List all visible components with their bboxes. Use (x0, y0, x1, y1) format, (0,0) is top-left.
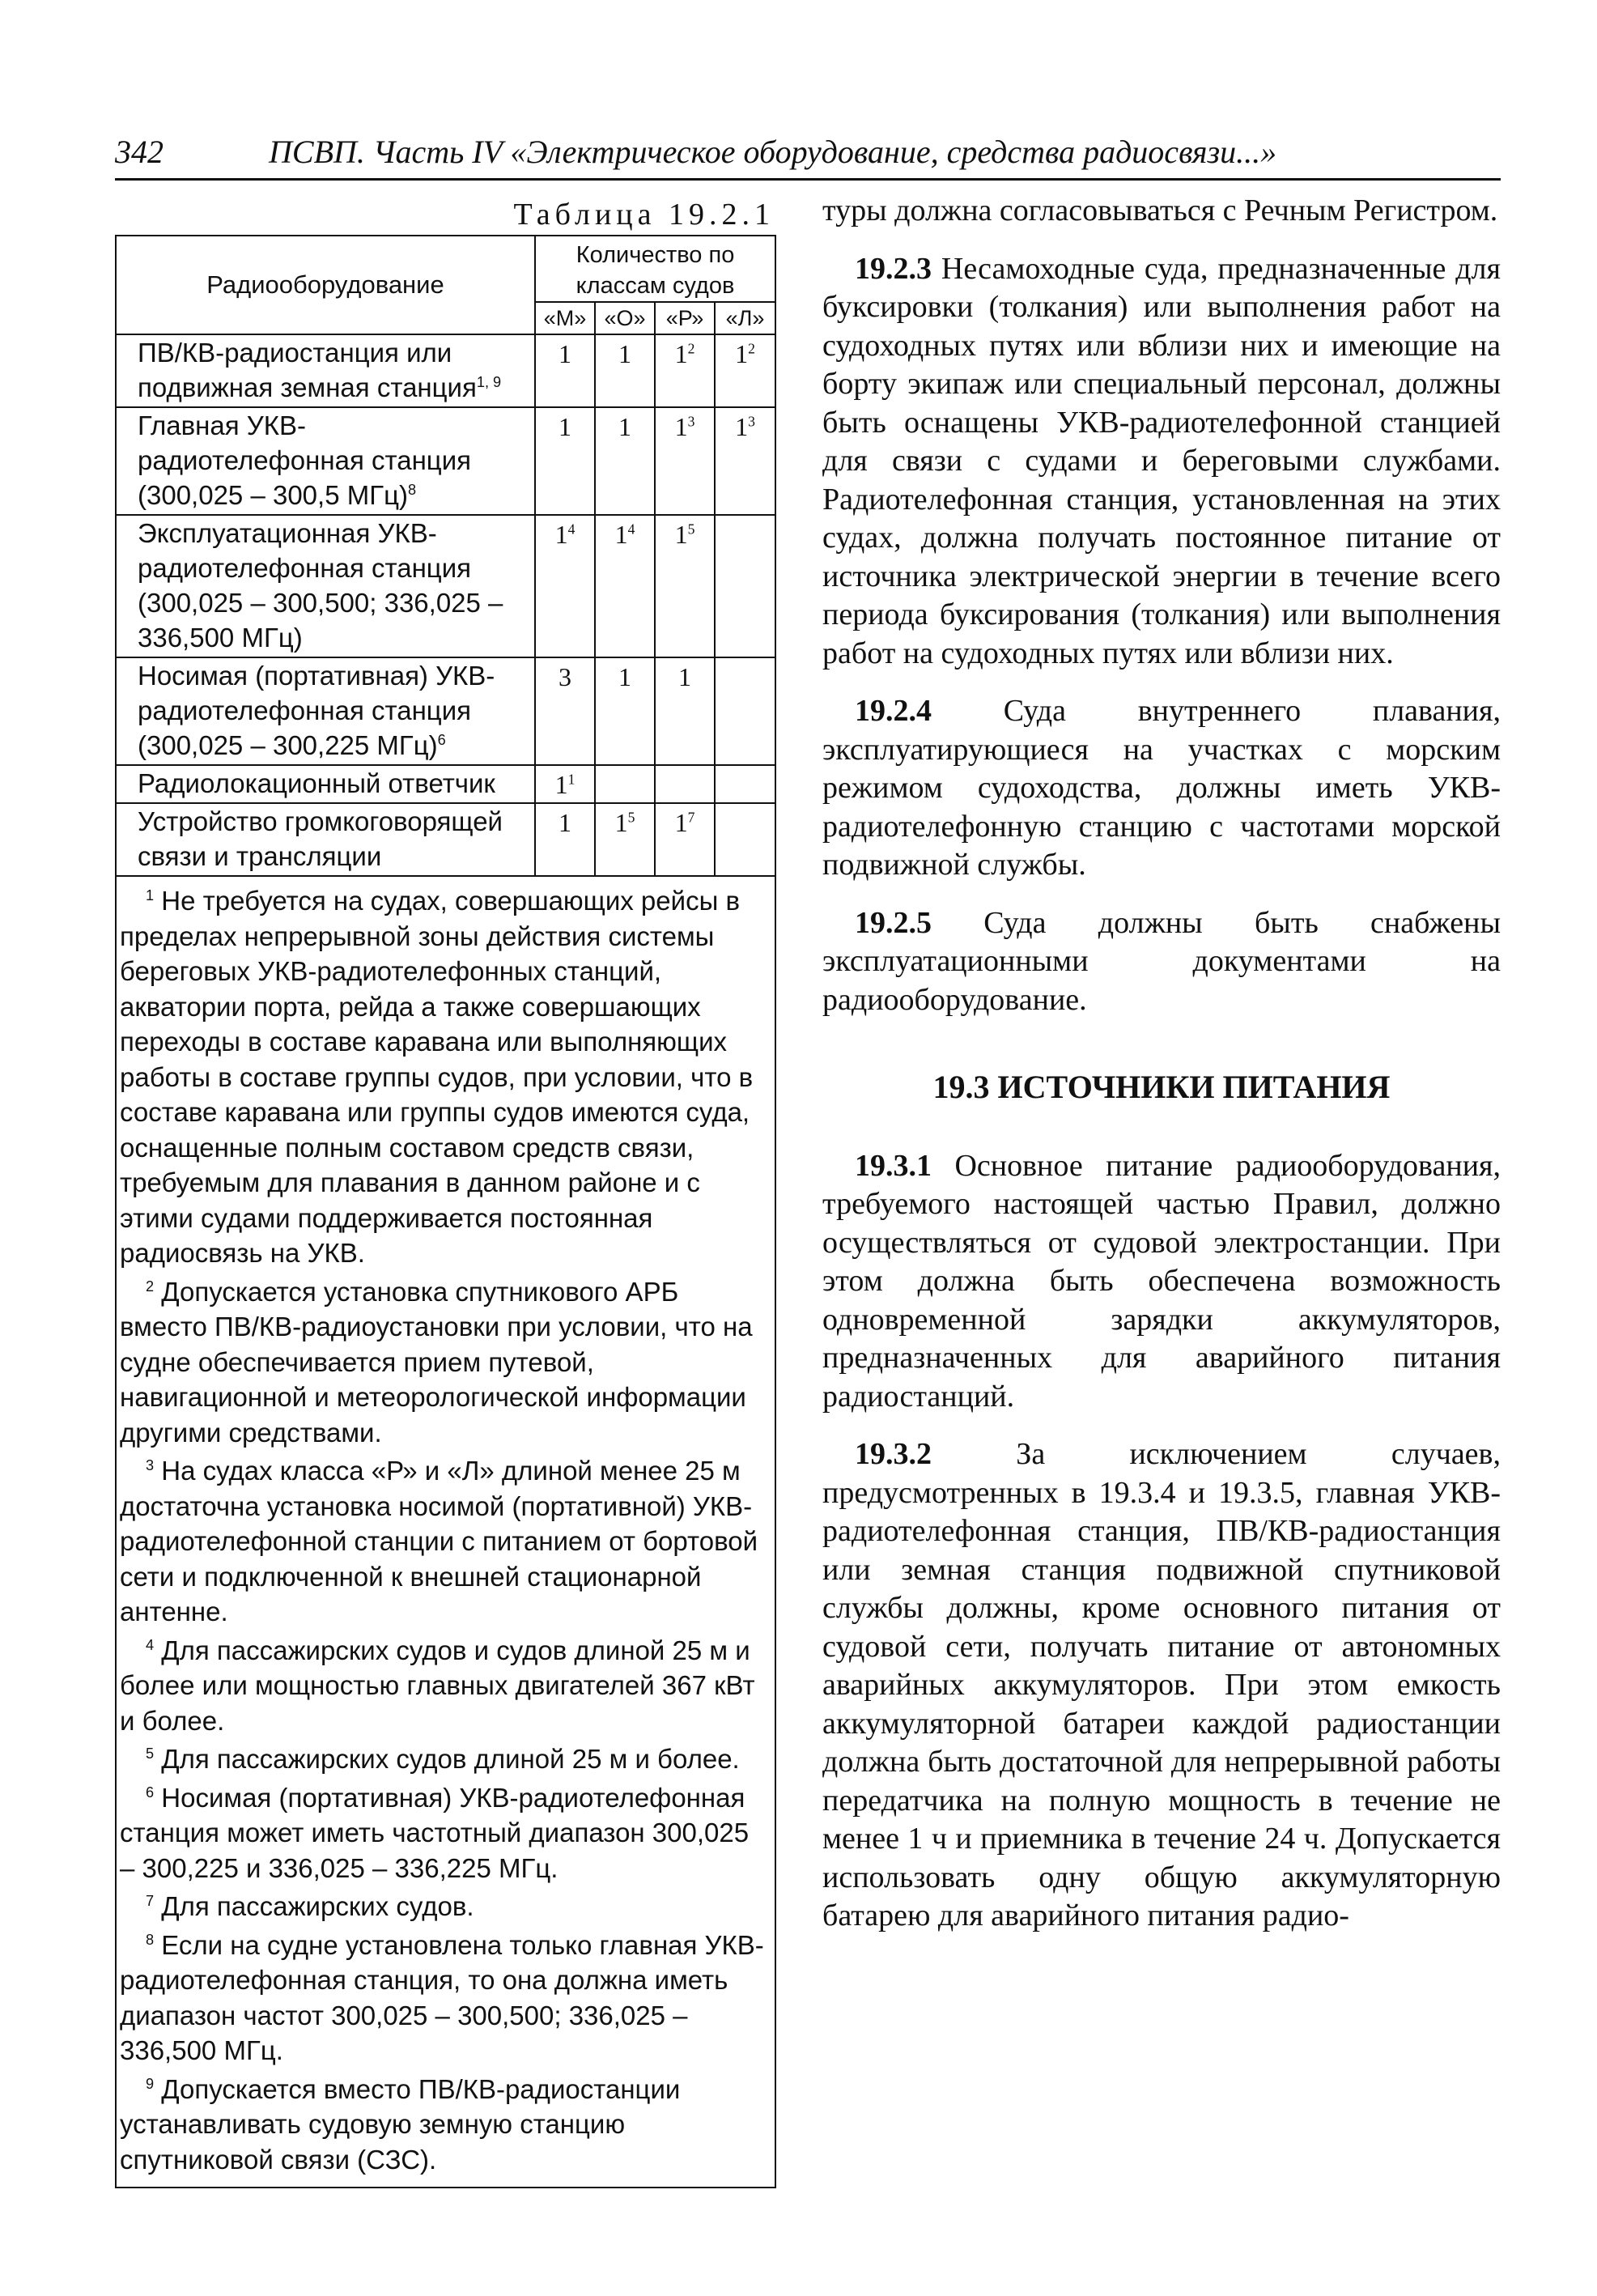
count-cell-p (655, 334, 715, 407)
count-value: 1 (554, 770, 568, 799)
equipment-name (116, 407, 535, 515)
paragraph-text: За исключением случаев, предусмотренных в 19.3.4 и 19.3.5, главная УКВ-радиотелефонная станция, ПВ/КВ-радиостанция или земная станция подвижной спутниковой службы должны, кроме основного питания от судовой сети, получать питание от автономных аварийных аккумуляторов. При этом емкость аккумуляторной батареи каждой радиостанции должна быть достаточной для непрерывной работы передатчика на полную мощность в течение не менее 1 ч и приемника в течение 24 ч. Допускается использовать одну общую аккумуляторную батарею для аварийного питания радио- (822, 1437, 1501, 1932)
footnote (120, 1780, 770, 1886)
count-value: 1 (678, 662, 691, 691)
count-cell-p (655, 765, 715, 803)
count-cell-m (535, 657, 595, 765)
footnote (120, 1889, 770, 1924)
header-class-r: «Р» (655, 302, 715, 334)
count-cell-p (655, 407, 715, 515)
paragraph-gap (822, 231, 1501, 250)
count-cell-l (715, 407, 775, 515)
running-header (115, 128, 1501, 181)
footnote-mark: 3 (146, 1457, 155, 1473)
equipment-name-text: Эксплуатационная УКВ-радиотелефонная станция (300,025 – 300,500; 336,025 – 336,500 МГц) (138, 518, 503, 653)
count-value: 1 (674, 412, 688, 441)
footnote-text: Если на судне установлена только главная УКВ-радиотелефонная станция, то она должна иметь диапазон частот 300,025 – 300,500; 336,025 – 336,500 МГц. (120, 1929, 764, 2065)
footnote-text: Для пассажирских судов длиной 25 м и более. (161, 1744, 740, 1774)
count-cell-o (595, 515, 655, 657)
paragraph-number: 19.2.4 (855, 694, 932, 728)
paragraph-gap (822, 673, 1501, 692)
count-value: 1 (559, 808, 571, 837)
footnote (120, 883, 770, 1271)
equipment-name (116, 515, 535, 657)
equipment-name-text: ПВ/КВ-радиостанция или подвижная земная станция$^{1, 9}$ (138, 338, 502, 402)
count-cell-l (715, 334, 775, 407)
paragraphs-a (822, 231, 1501, 1020)
count-value: 1 (618, 412, 631, 441)
count-cell-m (535, 407, 595, 515)
count-value: 1 (554, 520, 568, 549)
count-footnote-ref: 1 (567, 771, 576, 788)
equipment-table (115, 235, 776, 2188)
paragraph (822, 1147, 1501, 1417)
equipment-name-text: Главная УКВ-радиотелефонная станция (300,025 – 300,5 МГц)$^8$ (138, 410, 472, 510)
count-cell-o (595, 765, 655, 803)
count-cell-m (535, 515, 595, 657)
footnote-mark: 4 (146, 1636, 155, 1653)
running-title: ПСВП. Часть IV «Электрическое оборудование, средства радиосвязи...» (269, 134, 1277, 170)
paragraph-text: Суда внутреннего плавания, эксплуатирующиеся на участках с морским режимом судоходства, должны иметь УКВ-радиотелефонную станцию с частотами морской подвижной службы. (822, 694, 1501, 882)
count-value: 1 (735, 412, 749, 441)
equipment-name (116, 657, 535, 765)
equipment-name-text: Радиолокационный ответчик (138, 768, 495, 798)
count-cell-l (715, 803, 775, 876)
footnote-text: На судах класса «Р» и «Л» длиной менее 25 м достаточна установка носимой (портативной) УКВ-радиотелефонной станции с питанием от бортовой сети и подключенной к внешней стационарной антенне. (120, 1456, 758, 1626)
left-column (115, 194, 775, 2188)
count-value: 1 (674, 520, 688, 549)
count-footnote-ref: 3 (748, 413, 755, 430)
footnote-ref: 1, 9 (476, 374, 502, 390)
count-cell-m (535, 334, 595, 407)
footnote-text: Носимая (портативная) УКВ-радиотелефонная станция может иметь частотный диапазон 300,025 – 300,225 и 336,025 – 336,225 МГц. (120, 1782, 750, 1883)
footnote-mark: 6 (146, 1784, 155, 1801)
header-equipment: Радиооборудование (116, 236, 535, 334)
paragraph-gap (822, 1416, 1501, 1435)
header-count: Количество по классам судов (535, 236, 775, 302)
footnote-ref: 8 (407, 482, 417, 498)
count-cell-p (655, 515, 715, 657)
count-value: 1 (559, 412, 571, 441)
count-cell-o (595, 407, 655, 515)
footnote-mark: 8 (146, 1931, 155, 1948)
count-footnote-ref: 4 (567, 521, 576, 538)
footnote (120, 1633, 770, 1739)
paragraph-number: 19.3.2 (855, 1437, 932, 1471)
paragraph (822, 692, 1501, 885)
footnote-ref: 6 (437, 732, 446, 748)
paragraph-number: 19.2.3 (855, 251, 932, 286)
count-value: 1 (674, 339, 688, 368)
header-class-l: «Л» (715, 302, 775, 334)
footnote-text: Не требуется на судах, совершающих рейсы в пределах непрерывной зоны действия системы береговых УКВ-радиотелефонных станций, акватории порта, рейда а также совершающих переходы в составе каравана или выполняющих работы в составе группы судов, при условии, что в составе каравана или группы судов имеются суда, оснащенные полным составом средств связи, требуемым для плавания в данном районе и с этими судами поддерживается постоянная радиосвязь на УКВ. (120, 886, 754, 1268)
count-value: 1 (618, 339, 631, 368)
equipment-name-text: Устройство громкоговорящей связи и трансляции (138, 806, 503, 871)
footnote (120, 1928, 770, 2069)
footnote (120, 1453, 770, 1630)
count-value: 1 (614, 808, 628, 837)
table-row (116, 334, 775, 407)
footnote-text: Для пассажирских судов и судов длиной 25 м и более или мощностью главных двигателей 367 кВт и более. (120, 1635, 755, 1736)
count-cell-l (715, 515, 775, 657)
count-cell-m (535, 765, 595, 803)
count-cell-l (715, 657, 775, 765)
count-value: 1 (735, 339, 749, 368)
count-cell-o (595, 657, 655, 765)
footnote (120, 1741, 770, 1777)
count-cell-p (655, 803, 715, 876)
table-row (116, 765, 775, 803)
count-cell-p (655, 657, 715, 765)
equipment-name (116, 803, 535, 876)
count-footnote-ref: 5 (687, 521, 695, 538)
footnote-mark: 5 (146, 1745, 155, 1762)
table-body (116, 334, 775, 876)
table-row (116, 803, 775, 876)
footnote (120, 1274, 770, 1451)
count-footnote-ref: 7 (687, 809, 695, 826)
count-cell-l (715, 765, 775, 803)
paragraph-gap (822, 885, 1501, 904)
count-footnote-ref: 2 (748, 340, 755, 357)
count-footnote-ref: 5 (627, 809, 635, 826)
header-class-o: «О» (595, 302, 655, 334)
count-value: 3 (559, 662, 571, 691)
footnote-mark: 1 (146, 887, 155, 904)
paragraph-number: 19.3.1 (855, 1148, 932, 1183)
count-cell-o (595, 803, 655, 876)
paragraph (822, 250, 1501, 674)
page-number: 342 (115, 134, 164, 170)
count-cell-m (535, 803, 595, 876)
count-footnote-ref: 3 (687, 413, 695, 430)
count-cell-o (595, 334, 655, 407)
count-value: 1 (674, 808, 688, 837)
count-value: 1 (614, 520, 628, 549)
equipment-name (116, 334, 535, 407)
paragraph-text: Основное питание радиооборудования, требуемого настоящей частью Правил, должно осуществляться от судовой электростанции. При этом должна быть обеспечена возможность одновременной зарядки аккумуляторов, предназначенных для аварийного питания радиостанций. (822, 1148, 1501, 1414)
count-value: 1 (618, 662, 631, 691)
table-row (116, 657, 775, 765)
paragraph-text: Суда должны быть снабжены эксплуатационными документами на радиооборудование. (822, 905, 1501, 1017)
table-row (116, 407, 775, 515)
paragraph-number: 19.2.5 (855, 905, 932, 940)
footnote-mark: 2 (146, 1278, 155, 1295)
paragraph-text: Несамоходные суда, предназначенные для буксировки (толкания) или выполнения работ на судоходных путях или вблизи них и имеющие на борту экипаж или специальный персонал, должны быть оснащены УКВ-радиотелефонной станцией для связи с судами и береговыми службами. Радиотелефонная станция, установленная на этих судах, должна получать постоянное питание от источника электрической энергии в течение всего периода буксирования (толкания) или выполнения работ на судоходных путях или вблизи них. (822, 251, 1501, 670)
right-column (822, 192, 1501, 1936)
equipment-name (116, 765, 535, 803)
paragraph-gap (822, 1128, 1501, 1147)
footnote-text: Допускается установка спутникового АРБ вместо ПВ/КВ-радиоустановки при условии, что на судне обеспечивается прием путевой, навигационной и метеорологической информации другими средствами. (120, 1276, 753, 1448)
count-value: 1 (559, 339, 571, 368)
footnote (120, 2072, 770, 2178)
paragraph (822, 904, 1501, 1020)
count-footnote-ref: 4 (627, 521, 635, 538)
header-class-m: «М» (535, 302, 595, 334)
table-caption: Таблица 19.2.1 (513, 198, 775, 232)
equipment-name-text: Носимая (портативная) УКВ-радиотелефонная станция (300,025 – 300,225 МГц)$^6$ (138, 661, 495, 760)
footnote-text: Для пассажирских судов. (161, 1891, 474, 1921)
table-row (116, 515, 775, 657)
paragraphs-b (822, 1128, 1501, 1936)
count-footnote-ref: 2 (687, 340, 695, 357)
footnote-text: Допускается вместо ПВ/КВ-радиостанции устанавливать судовую земную станцию спутниковой связи (СЗС). (120, 2073, 681, 2175)
table-footnotes (116, 876, 775, 2188)
footnote-mark: 9 (146, 2075, 155, 2092)
continued-text: туры должна согласовываться с Речным Регистром. (822, 193, 1498, 227)
paragraph (822, 1435, 1501, 1936)
section-title: 19.3 ИСТОЧНИКИ ПИТАНИЯ (932, 1069, 1391, 1105)
footnote-mark: 7 (146, 1893, 155, 1909)
